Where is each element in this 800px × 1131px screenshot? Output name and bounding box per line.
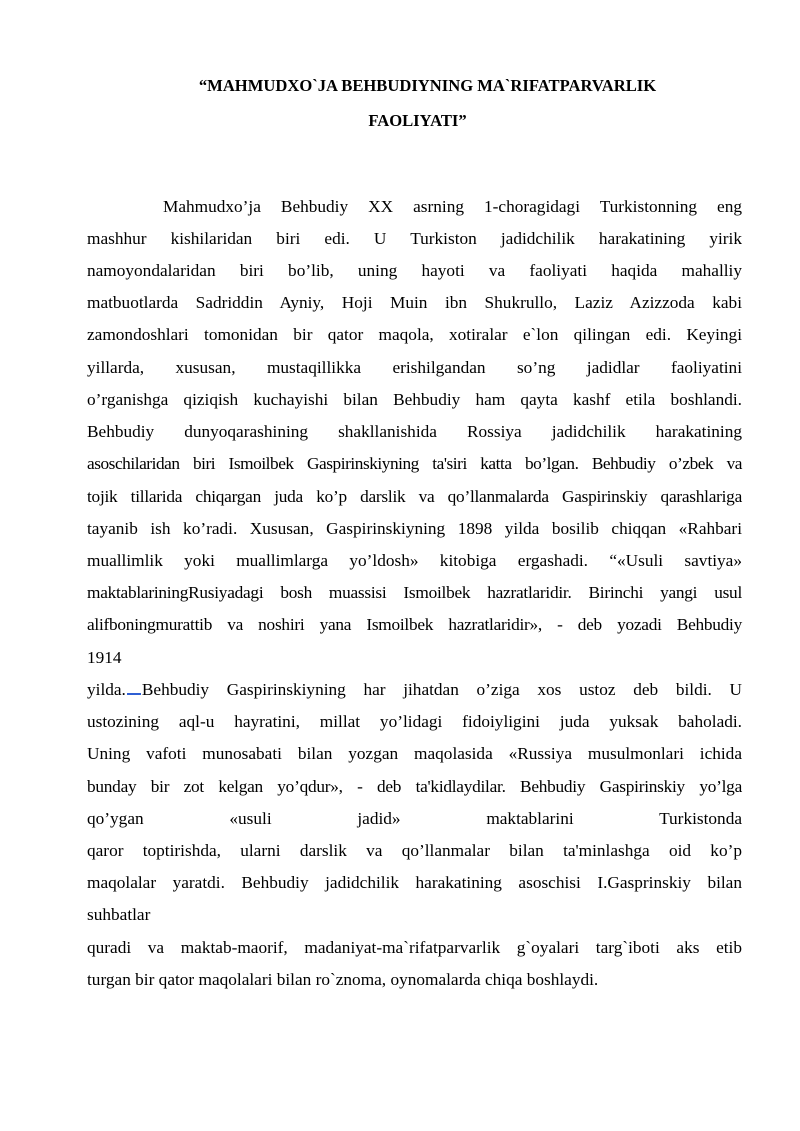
body-line: o’rganishga qiziqish kuchayishi bilan Behbudiy ham qayta kashf etila boshlandi. <box>87 390 742 409</box>
body-line: ustozining aql-u hayratini, millat yo’lidagi fidoiyligini juda yuksak baholadi. <box>87 712 742 731</box>
body-line: muallimlik yoki muallimlarga yo’ldosh» kitobiga ergashadi. “«Usuli savtiya» <box>87 551 742 570</box>
body-line: maktablariningRusiyadagi bosh muassisi Ismoilbek hazratlaridir. Birinchi yangi usul <box>87 583 742 602</box>
body-line: Uning vafoti munosabati bilan yozgan maqolasida «Russiya musulmonlari ichida <box>87 744 742 763</box>
body-line-with-link <box>87 679 742 701</box>
body-line: mashhur kishilaridan biri edi. U Turkiston jadidchilik harakatining yirik <box>87 229 742 248</box>
body-line-rest: Behbudiy Gaspirinskiyning har jihatdan o’ziga xos ustoz deb bildi. U <box>141 680 742 699</box>
body-line: alifboningmurattib va noshiri yana Ismoilbek hazratlaridir», - deb yozadi Behbudiy <box>87 615 742 634</box>
body-line: qaror toptirishda, ularni darslik va qo’llanmalar bilan ta'minlashga oid ko’p <box>87 841 742 860</box>
body-line: tayanib ish ko’radi. Xususan, Gaspirinskiyning 1898 yilda bosilib chiqqan «Rahbari <box>87 519 742 538</box>
body-line: quradi va maktab-maorif, madaniyat-ma`rifatparvarlik g`oyalari targ`iboti aks etib <box>87 938 742 957</box>
document-title-line-1: “MAHMUDXO`JA BEHBUDIYNING MA`RIFATPARVARLIK <box>198 76 657 95</box>
body-line: tojik tillarida chiqargan juda ko’p darslik va qo’llanmalarda Gaspirinskiy qarashlariga <box>87 487 742 506</box>
body-line: bunday bir zot kelgan yo’qdur», - deb ta'kidlaydilar. Behbudiy Gaspirinskiy yo’lga <box>87 777 742 796</box>
body-line: namoyondalaridan biri bo’lib, uning hayoti va faoliyati haqida mahalliy <box>87 261 742 280</box>
body-line: asoschilaridan biri Ismoilbek Gaspirinskiyning ta'siri katta bo’lgan. Behbudiy o’zbek va <box>87 454 742 473</box>
body-line-start: yilda. <box>87 680 126 699</box>
body-line: matbuotlarda Sadriddin Ayniy, Hoji Muin ibn Shukrullo, Laziz Azizzoda kabi <box>87 293 742 312</box>
body-line: yillarda, xususan, mustaqillikka erishilgandan so’ng jadidlar faoliyatini <box>87 358 742 377</box>
body-line: turgan bir qator maqolalari bilan ro`znoma, oynomalarda chiqa boshlaydi. <box>87 970 599 989</box>
body-line: Mahmudxo’ja Behbudiy XX asrning 1-choragidagi Turkistonning eng <box>163 197 742 216</box>
hyperlink-underline-mark[interactable] <box>127 693 141 695</box>
document-title-line-2: FAOLIYATI” <box>368 111 467 130</box>
body-line: Behbudiy dunyoqarashining shakllanishida Rossiya jadidchilik harakatining <box>87 422 742 441</box>
body-line: suhbatlar <box>87 905 151 924</box>
body-line: 1914 <box>87 648 122 667</box>
body-line: maqolalar yaratdi. Behbudiy jadidchilik harakatining asoschisi I.Gasprinskiy bilan <box>87 873 742 892</box>
body-line: zamondoshlari tomonidan bir qator maqola, xotiralar e`lon qilingan edi. Keyingi <box>87 325 742 344</box>
body-line: qo’ygan «usuli jadid» maktablarini Turkistonda <box>87 809 742 828</box>
